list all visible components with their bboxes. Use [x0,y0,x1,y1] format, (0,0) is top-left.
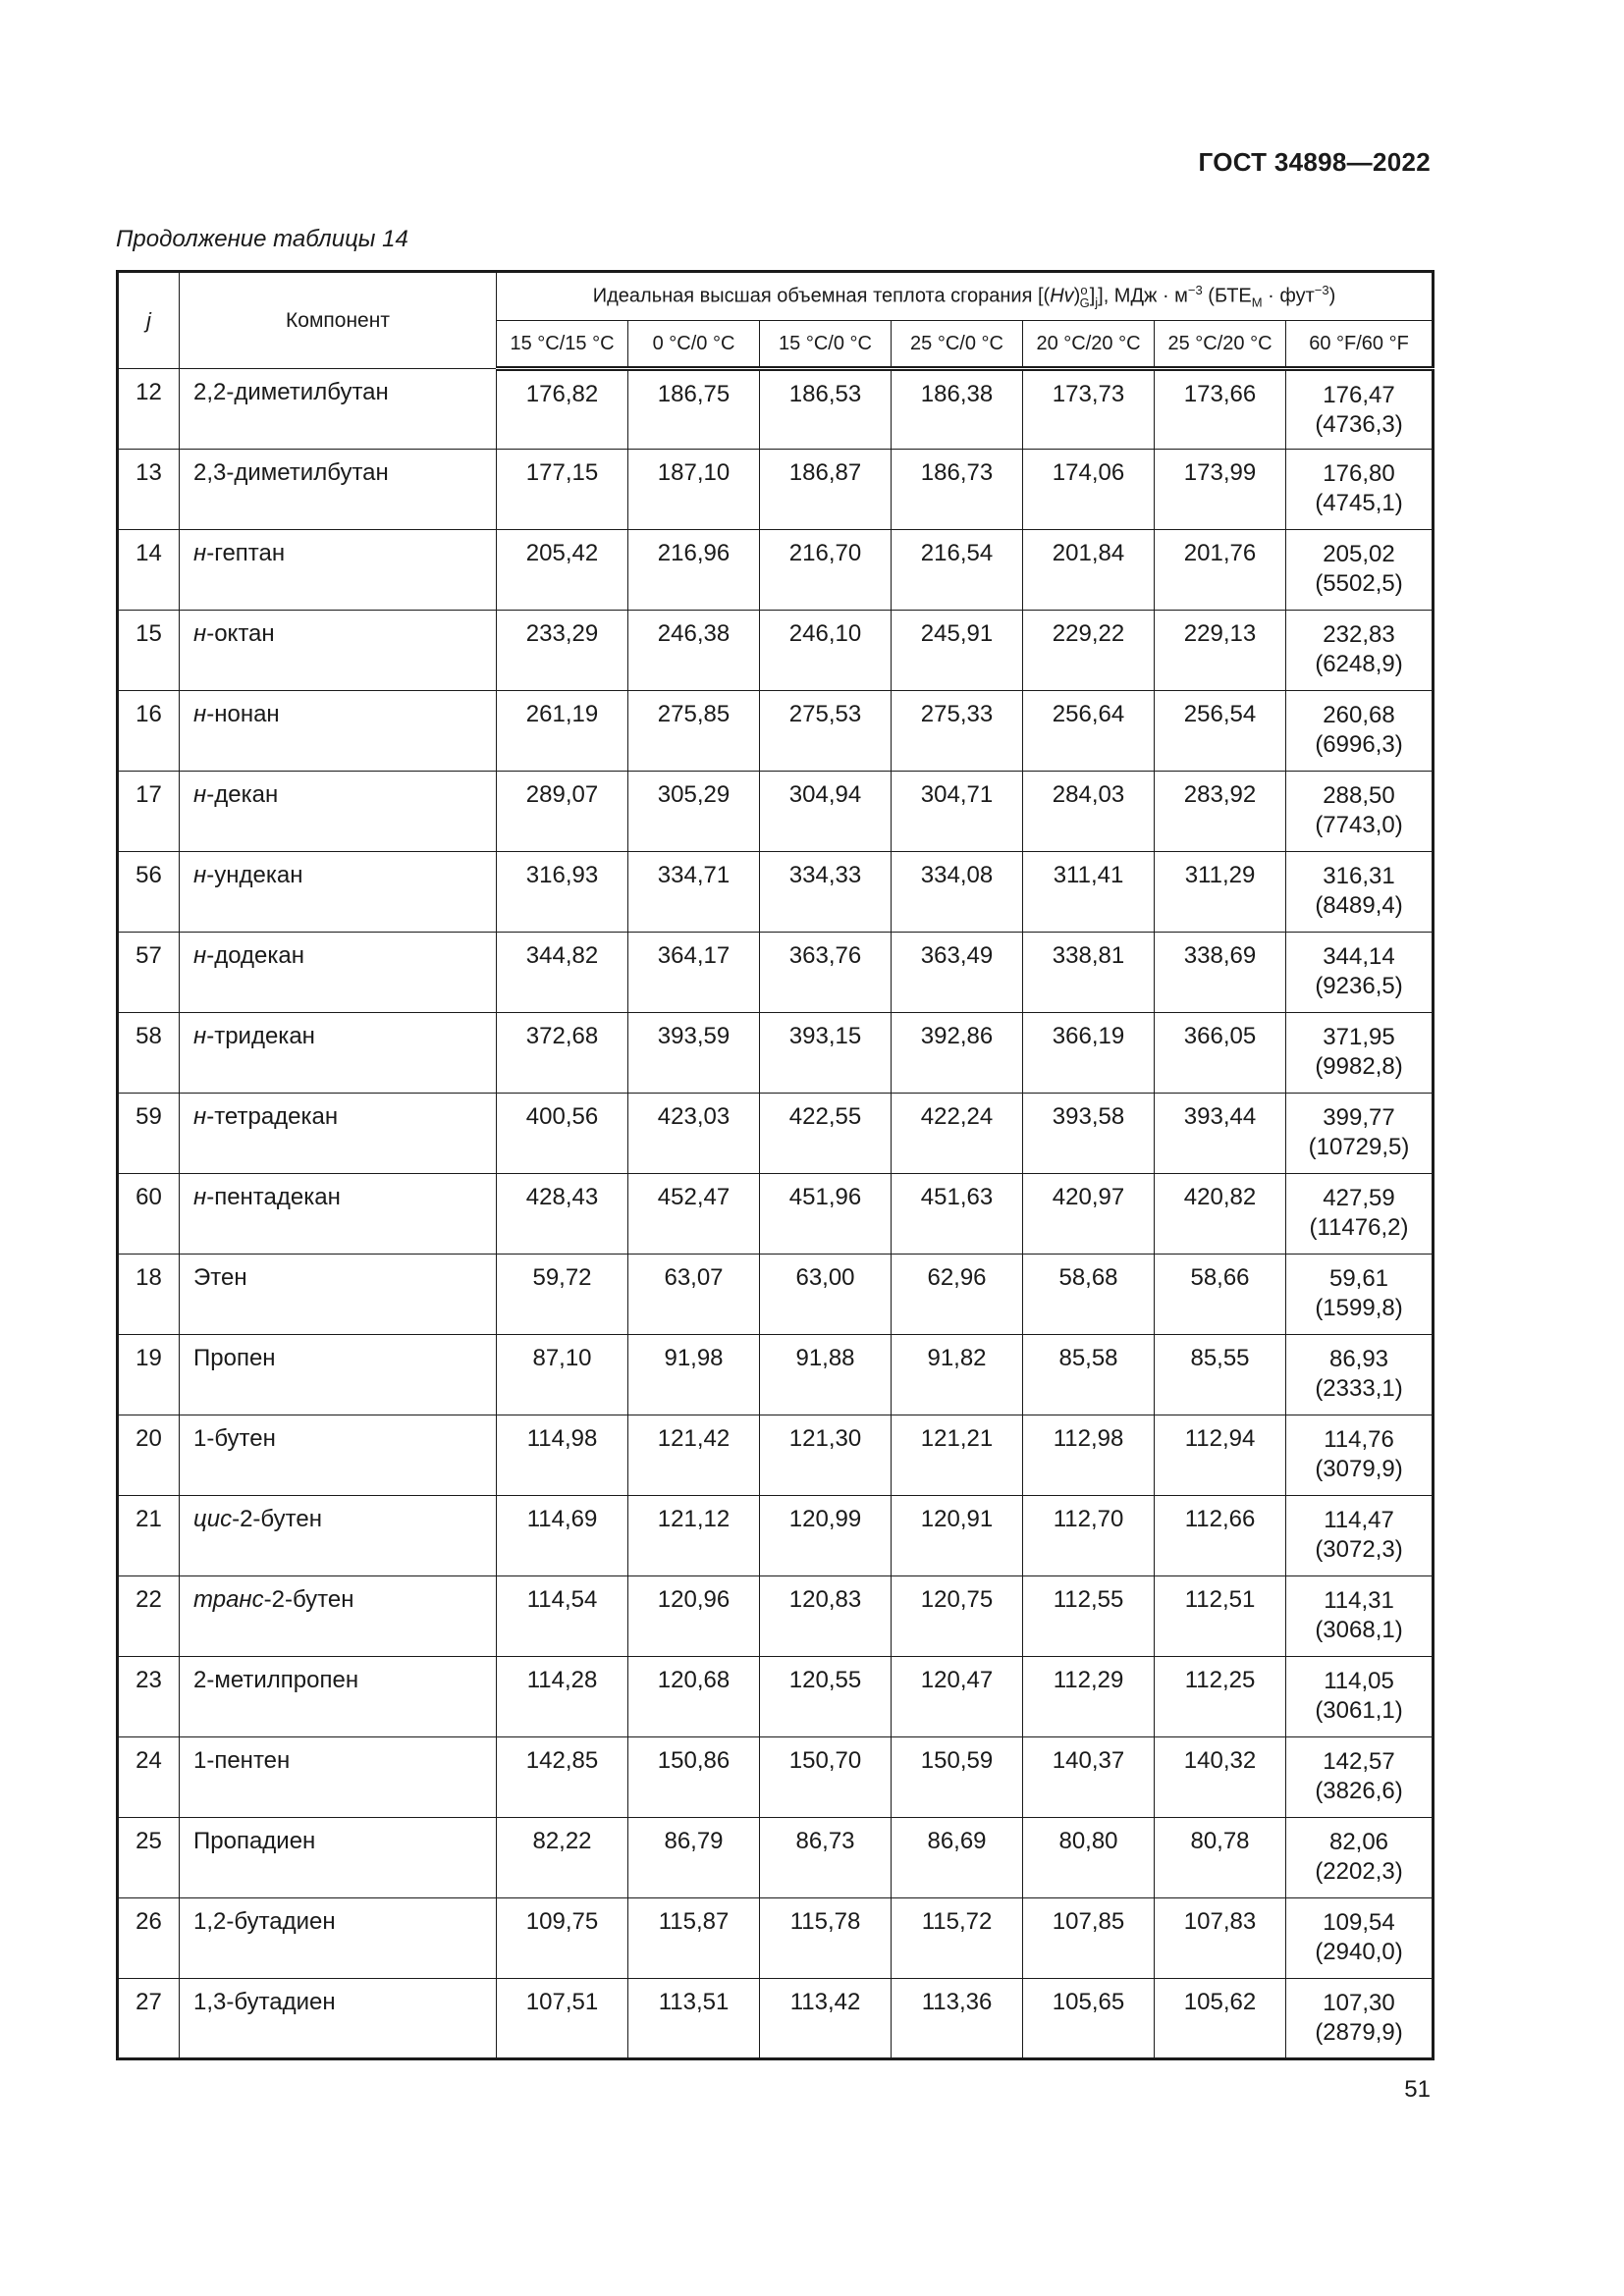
value-btu: (9982,8) [1315,1053,1403,1080]
cell-value: 120,83 [760,1576,892,1657]
cell-value-60f [1286,1496,1434,1576]
cell-value-60f [1286,772,1434,852]
column-header-j: j [118,272,180,369]
cell-value: 112,70 [1023,1496,1155,1576]
cell-value-60f [1286,1174,1434,1255]
table-row [118,369,1434,450]
cell-value: 112,51 [1155,1576,1286,1657]
cell-value: 177,15 [497,450,628,530]
cell-value: 121,30 [760,1415,892,1496]
cell-value: 140,32 [1155,1737,1286,1818]
cell-value: 201,84 [1023,530,1155,611]
cell-value: 107,83 [1155,1898,1286,1979]
value-60f: 114,47 [1324,1507,1394,1533]
table-row [118,1818,1434,1898]
cell-value: 112,55 [1023,1576,1155,1657]
component-name: -тетрадекан [206,1103,339,1130]
component-prefix: н [193,781,207,808]
value-60f: 176,80 [1323,460,1395,487]
cell-j: 56 [118,852,180,933]
cell-value-60f [1286,1335,1434,1415]
cell-value: 428,43 [497,1174,628,1255]
cell-j: 13 [118,450,180,530]
table-row [118,530,1434,611]
cell-value: 113,36 [892,1979,1023,2059]
component-prefix: транс [193,1586,264,1613]
cell-value: 120,47 [892,1657,1023,1737]
cell-value: 187,10 [628,450,760,530]
cell-value-60f [1286,691,1434,772]
cell-j: 25 [118,1818,180,1898]
cell-j: 23 [118,1657,180,1737]
cell-component [180,933,497,1013]
cell-j: 18 [118,1255,180,1335]
column-header-temp: 20 °C/20 °C [1023,321,1155,369]
cell-value: 121,12 [628,1496,760,1576]
table-row [118,1174,1434,1255]
cell-value: 338,81 [1023,933,1155,1013]
cell-value: 363,76 [760,933,892,1013]
value-btu: (4745,1) [1315,490,1403,516]
cell-value-60f [1286,1576,1434,1657]
table-row [118,1415,1434,1496]
cell-value: 115,72 [892,1898,1023,1979]
cell-value: 86,79 [628,1818,760,1898]
cell-value-60f [1286,369,1434,450]
value-60f: 109,54 [1323,1909,1395,1936]
value-60f: 371,95 [1323,1024,1395,1050]
cell-value: 80,78 [1155,1818,1286,1898]
cell-component [180,1013,497,1094]
value-60f: 260,68 [1323,702,1395,728]
cell-value: 140,37 [1023,1737,1155,1818]
value-btu: (5502,5) [1315,570,1403,597]
cell-value: 120,68 [628,1657,760,1737]
cell-value: 245,91 [892,611,1023,691]
cell-value: 173,66 [1155,369,1286,450]
value-60f: 82,06 [1328,1829,1389,1855]
cell-value: 120,75 [892,1576,1023,1657]
cell-value: 256,64 [1023,691,1155,772]
cell-component [180,450,497,530]
cell-value: 58,68 [1023,1255,1155,1335]
cell-value: 91,88 [760,1335,892,1415]
component-name: -додекан [206,942,305,969]
cell-value: 91,98 [628,1335,760,1415]
cell-component [180,1657,497,1737]
cell-component [180,1174,497,1255]
column-header-component: Компонент [180,272,497,369]
cell-value: 233,29 [497,611,628,691]
cell-value: 120,99 [760,1496,892,1576]
value-60f: 205,02 [1323,541,1395,567]
cell-value: 121,42 [628,1415,760,1496]
cell-j: 20 [118,1415,180,1496]
heat-of-combustion-table [116,270,1435,2060]
component-prefix: н [193,620,207,647]
table-row [118,1576,1434,1657]
cell-value: 120,91 [892,1496,1023,1576]
table-row [118,1898,1434,1979]
cell-value: 112,25 [1155,1657,1286,1737]
cell-component [180,1979,497,2059]
table-row [118,1979,1434,2059]
cell-value: 392,86 [892,1013,1023,1094]
value-btu: (2333,1) [1315,1375,1403,1402]
component-name: 1-пентен [193,1747,291,1774]
cell-value-60f [1286,852,1434,933]
cell-value: 366,19 [1023,1013,1155,1094]
cell-value: 289,07 [497,772,628,852]
cell-value: 114,69 [497,1496,628,1576]
value-60f: 232,83 [1323,621,1395,648]
value-btu: (8489,4) [1315,892,1403,919]
value-btu: (2202,3) [1315,1858,1403,1885]
table-row [118,772,1434,852]
component-name: 2,2-диметилбутан [193,379,389,405]
cell-component [180,1255,497,1335]
cell-component [180,1415,497,1496]
component-name: 1,3-бутадиен [193,1989,336,2015]
cell-value: 366,05 [1155,1013,1286,1094]
table-row [118,1094,1434,1174]
cell-j: 60 [118,1174,180,1255]
cell-value: 112,94 [1155,1415,1286,1496]
value-60f: 316,31 [1323,863,1395,889]
table-row [118,1657,1434,1737]
value-btu: (1599,8) [1315,1295,1403,1321]
value-btu: (6248,9) [1315,651,1403,677]
value-btu: (9236,5) [1315,973,1403,999]
cell-value: 150,86 [628,1737,760,1818]
cell-j: 14 [118,530,180,611]
column-header-temp: 25 °C/20 °C [1155,321,1286,369]
cell-j: 26 [118,1898,180,1979]
component-name: Пропен [193,1345,276,1371]
value-btu: (7743,0) [1315,812,1403,838]
cell-j: 59 [118,1094,180,1174]
value-btu: (3068,1) [1315,1617,1403,1643]
cell-value: 113,42 [760,1979,892,2059]
cell-value: 423,03 [628,1094,760,1174]
cell-value: 363,49 [892,933,1023,1013]
cell-value: 173,73 [1023,369,1155,450]
component-name: -декан [206,781,279,808]
cell-value: 420,97 [1023,1174,1155,1255]
table-row [118,1335,1434,1415]
cell-value: 229,22 [1023,611,1155,691]
value-60f: 142,57 [1323,1748,1395,1775]
document-code: ГОСТ 34898—2022 [1198,147,1431,177]
cell-value: 201,76 [1155,530,1286,611]
cell-value: 338,69 [1155,933,1286,1013]
cell-component [180,852,497,933]
value-btu: (2940,0) [1315,1939,1403,1965]
cell-value: 283,92 [1155,772,1286,852]
cell-component [180,1898,497,1979]
cell-j: 16 [118,691,180,772]
value-btu: (2879,9) [1315,2019,1403,2046]
column-group-header: Идеальная высшая объемная теплота сгорания $[(Hv)^o_G]_j$], МДж · $м^{-3}$ $(БТЕ_М \cdot фут^{-3})$ [497,272,1434,321]
cell-value: 114,98 [497,1415,628,1496]
value-60f: 344,14 [1323,943,1395,970]
cell-component [180,611,497,691]
cell-value: 393,58 [1023,1094,1155,1174]
value-60f: 86,93 [1328,1346,1389,1372]
cell-component [180,1818,497,1898]
component-prefix: н [193,942,207,969]
value-btu: (3079,9) [1315,1456,1403,1482]
cell-value: 174,06 [1023,450,1155,530]
cell-value: 246,10 [760,611,892,691]
cell-value-60f [1286,1737,1434,1818]
cell-value-60f [1286,530,1434,611]
cell-value: 115,78 [760,1898,892,1979]
cell-value: 246,38 [628,611,760,691]
cell-value: 311,41 [1023,852,1155,933]
value-60f: 107,30 [1323,1990,1395,2016]
cell-value: 59,72 [497,1255,628,1335]
cell-value-60f [1286,1898,1434,1979]
table-row [118,1013,1434,1094]
cell-value-60f [1286,1657,1434,1737]
table-row [118,1737,1434,1818]
cell-value: 62,96 [892,1255,1023,1335]
component-prefix: н [193,1103,207,1130]
cell-value: 186,87 [760,450,892,530]
cell-value: 393,15 [760,1013,892,1094]
cell-component [180,1737,497,1818]
cell-value: 422,55 [760,1094,892,1174]
column-header-temp: 15 °C/0 °C [760,321,892,369]
cell-value: 186,75 [628,369,760,450]
component-name: 1-бутен [193,1425,276,1452]
table-row [118,450,1434,530]
cell-value: 305,29 [628,772,760,852]
cell-value: 91,82 [892,1335,1023,1415]
cell-value-60f [1286,1979,1434,2059]
cell-value: 82,22 [497,1818,628,1898]
cell-value: 120,96 [628,1576,760,1657]
cell-value: 86,69 [892,1818,1023,1898]
cell-value: 422,24 [892,1094,1023,1174]
cell-j: 15 [118,611,180,691]
cell-j: 22 [118,1576,180,1657]
column-header-temp: 15 °C/15 °C [497,321,628,369]
cell-value: 216,96 [628,530,760,611]
cell-value: 112,98 [1023,1415,1155,1496]
cell-value: 334,71 [628,852,760,933]
column-header-temp: 25 °C/0 °C [892,321,1023,369]
value-btu: (6996,3) [1315,731,1403,758]
cell-value: 176,82 [497,369,628,450]
value-60f: 114,05 [1324,1668,1394,1694]
cell-component [180,530,497,611]
cell-j: 58 [118,1013,180,1094]
cell-component [180,1335,497,1415]
cell-component [180,1496,497,1576]
component-name: Этен [193,1264,247,1291]
value-60f: 427,59 [1323,1185,1395,1211]
cell-value: 107,85 [1023,1898,1155,1979]
cell-j: 27 [118,1979,180,2059]
cell-value-60f [1286,933,1434,1013]
cell-value-60f [1286,1818,1434,1898]
component-name: -пентадекан [206,1184,341,1210]
table-row [118,611,1434,691]
cell-value: 284,03 [1023,772,1155,852]
table-row [118,691,1434,772]
cell-value: 85,58 [1023,1335,1155,1415]
value-btu: (3061,1) [1315,1697,1403,1724]
cell-value: 334,33 [760,852,892,933]
cell-value: 451,63 [892,1174,1023,1255]
component-name: -2-бутен [263,1586,354,1613]
cell-value: 372,68 [497,1013,628,1094]
cell-j: 19 [118,1335,180,1415]
cell-value: 261,19 [497,691,628,772]
cell-component [180,1094,497,1174]
cell-value: 150,59 [892,1737,1023,1818]
cell-value: 186,53 [760,369,892,450]
cell-value: 229,13 [1155,611,1286,691]
cell-value: 109,75 [497,1898,628,1979]
component-prefix: н [193,540,207,566]
cell-j: 17 [118,772,180,852]
column-header-temp: 0 °C/0 °C [628,321,760,369]
table-row [118,933,1434,1013]
column-header-temp: 60 °F/60 °F [1286,321,1434,369]
cell-component [180,772,497,852]
cell-value: 216,70 [760,530,892,611]
cell-value: 150,70 [760,1737,892,1818]
component-name: -тридекан [206,1023,315,1049]
cell-value-60f [1286,1255,1434,1335]
value-60f: 114,31 [1324,1587,1394,1614]
component-prefix: н [193,1184,207,1210]
table-row [118,852,1434,933]
cell-value: 364,17 [628,933,760,1013]
cell-value-60f [1286,611,1434,691]
cell-j: 24 [118,1737,180,1818]
cell-j: 21 [118,1496,180,1576]
cell-value: 58,66 [1155,1255,1286,1335]
value-60f: 399,77 [1323,1104,1395,1131]
component-name: Пропадиен [193,1828,316,1854]
cell-value: 400,56 [497,1094,628,1174]
cell-value: 186,38 [892,369,1023,450]
component-name: -нонан [206,701,280,727]
cell-value: 311,29 [1155,852,1286,933]
cell-value: 114,28 [497,1657,628,1737]
cell-j: 12 [118,369,180,450]
cell-value: 216,54 [892,530,1023,611]
component-name: -гептан [206,540,286,566]
cell-value-60f [1286,1094,1434,1174]
value-60f: 288,50 [1323,782,1395,809]
cell-component [180,1576,497,1657]
page-number: 51 [1404,2076,1431,2103]
value-btu: (4736,3) [1315,411,1403,438]
component-name: 2,3-диметилбутан [193,459,389,486]
value-60f: 114,76 [1324,1426,1394,1453]
cell-value: 112,66 [1155,1496,1286,1576]
table-row [118,1496,1434,1576]
cell-value: 107,51 [497,1979,628,2059]
cell-value: 142,85 [497,1737,628,1818]
cell-value: 120,55 [760,1657,892,1737]
cell-value: 393,59 [628,1013,760,1094]
cell-component [180,691,497,772]
cell-value: 205,42 [497,530,628,611]
cell-value: 113,51 [628,1979,760,2059]
component-name: -октан [206,620,275,647]
component-name: 1,2-бутадиен [193,1908,336,1935]
cell-value: 304,71 [892,772,1023,852]
cell-value: 256,54 [1155,691,1286,772]
cell-value: 344,82 [497,933,628,1013]
cell-value: 105,62 [1155,1979,1286,2059]
cell-value: 63,00 [760,1255,892,1335]
cell-value-60f [1286,1013,1434,1094]
component-name: -2-бутен [232,1506,322,1532]
cell-value: 275,85 [628,691,760,772]
value-60f: 176,47 [1323,382,1395,408]
cell-value: 112,29 [1023,1657,1155,1737]
component-prefix: цис [193,1506,233,1532]
cell-j: 57 [118,933,180,1013]
cell-component [180,369,497,450]
cell-value: 275,33 [892,691,1023,772]
value-btu: (3072,3) [1315,1536,1403,1563]
cell-value: 420,82 [1155,1174,1286,1255]
cell-value: 304,94 [760,772,892,852]
cell-value: 334,08 [892,852,1023,933]
cell-value: 275,53 [760,691,892,772]
cell-value: 186,73 [892,450,1023,530]
component-name: 2-метилпропен [193,1667,359,1693]
cell-value: 121,21 [892,1415,1023,1496]
cell-value: 393,44 [1155,1094,1286,1174]
cell-value-60f [1286,1415,1434,1496]
value-btu: (11476,2) [1309,1214,1409,1241]
table-caption: Продолжение таблицы 14 [116,226,408,252]
cell-value: 87,10 [497,1335,628,1415]
value-btu: (3826,6) [1315,1778,1403,1804]
cell-value: 452,47 [628,1174,760,1255]
table-row [118,1255,1434,1335]
cell-value: 86,73 [760,1818,892,1898]
cell-value: 115,87 [628,1898,760,1979]
cell-value: 80,80 [1023,1818,1155,1898]
cell-value: 451,96 [760,1174,892,1255]
cell-value: 85,55 [1155,1335,1286,1415]
value-btu: (10729,5) [1308,1134,1410,1160]
cell-value: 114,54 [497,1576,628,1657]
component-prefix: н [193,1023,207,1049]
component-prefix: н [193,701,207,727]
cell-value: 63,07 [628,1255,760,1335]
component-name: -ундекан [206,862,303,888]
cell-value: 173,99 [1155,450,1286,530]
cell-value: 105,65 [1023,1979,1155,2059]
cell-value-60f [1286,450,1434,530]
cell-value: 316,93 [497,852,628,933]
component-prefix: н [193,862,207,888]
value-60f: 59,61 [1328,1265,1389,1292]
